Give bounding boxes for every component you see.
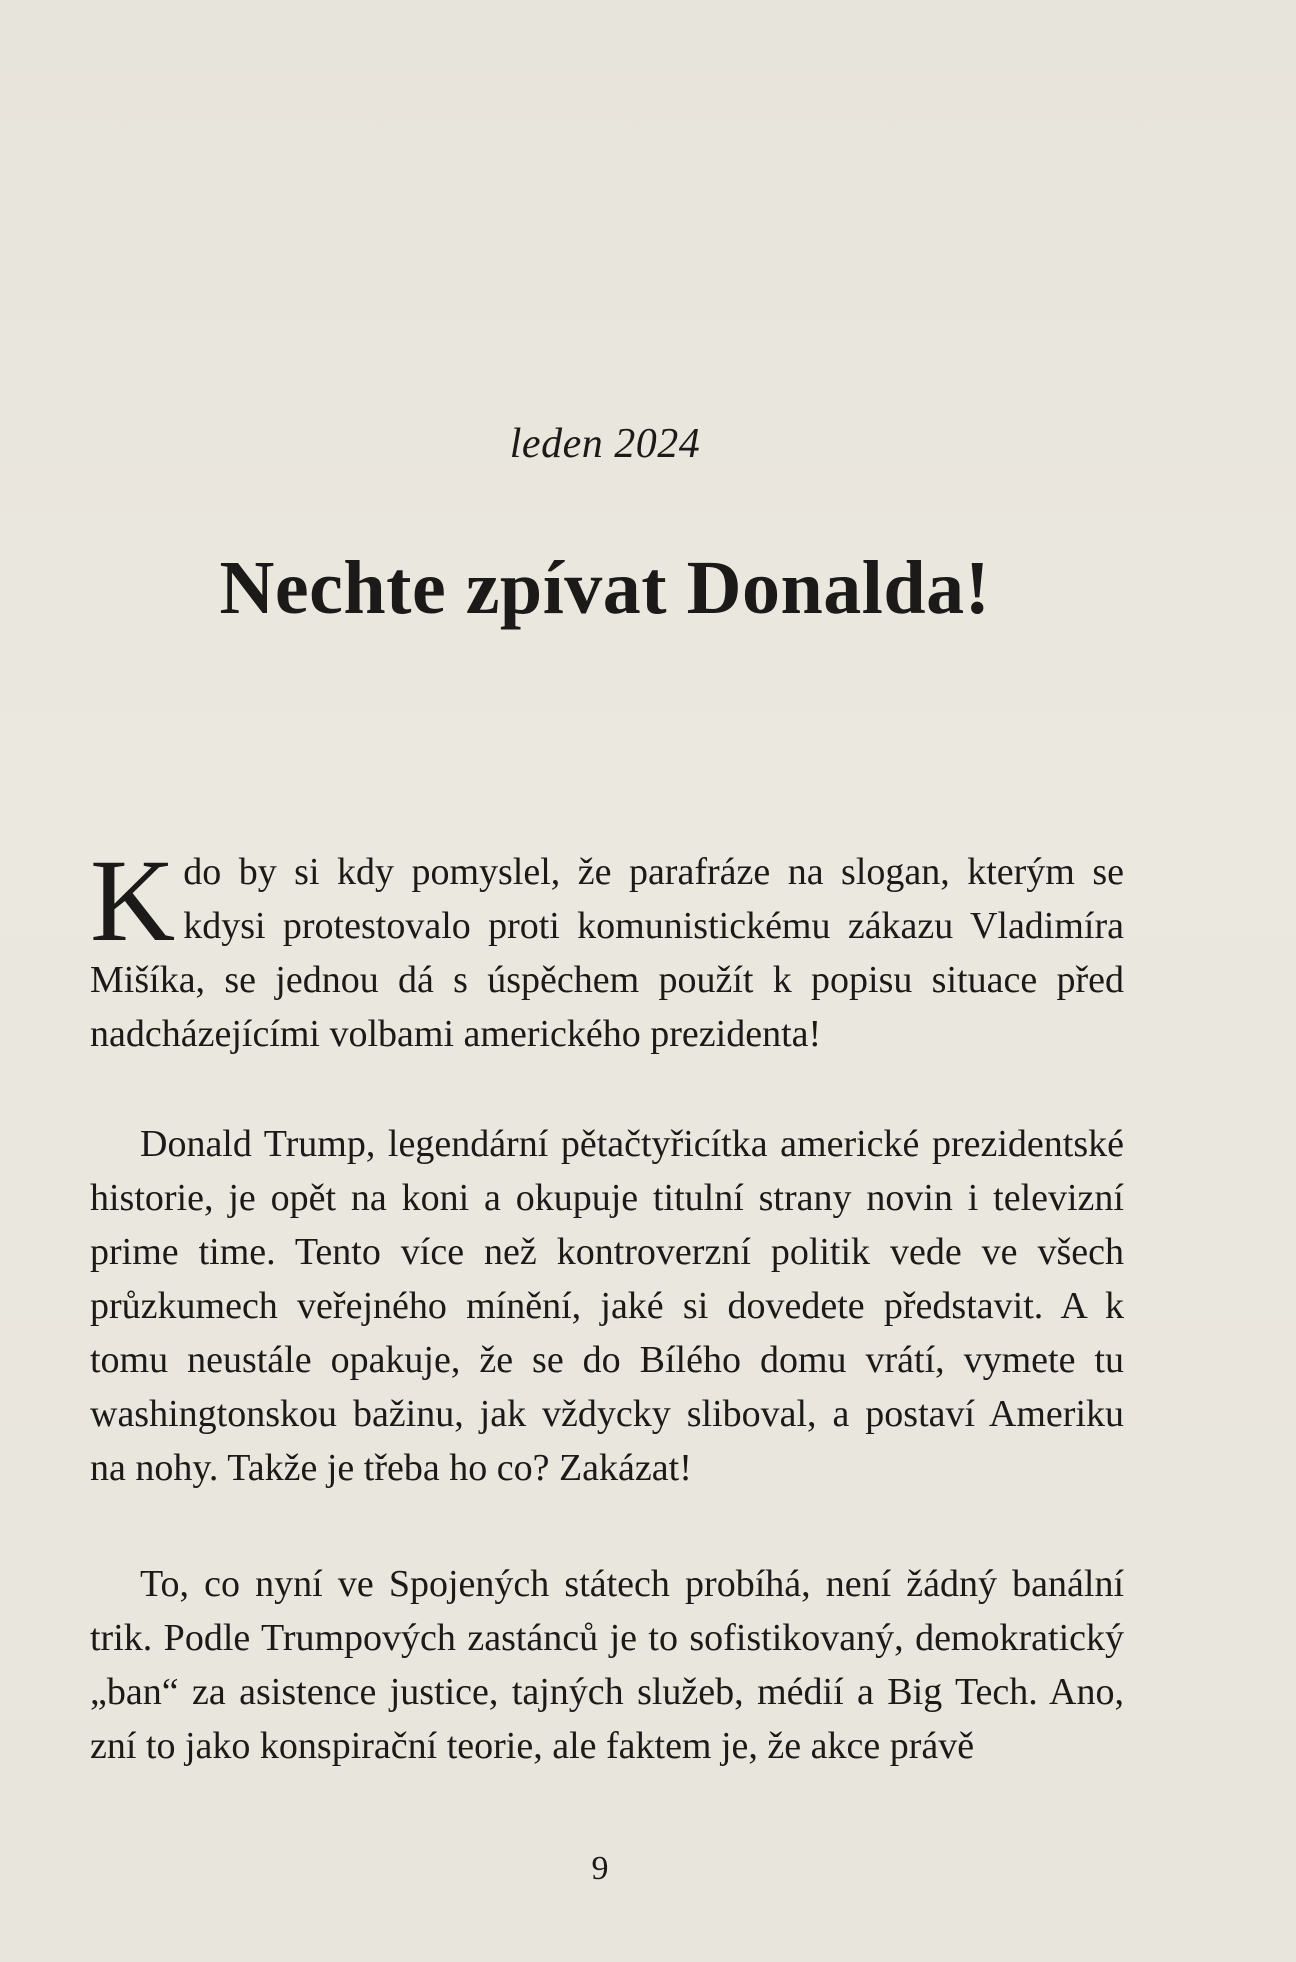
paragraph-1-text: do by si kdy pomyslel, že parafráze na slogan, kterým se kdysi protestovalo proti komunistickému zákazu Vladimíra Mišíka, se jednou dá s úspěchem použít k popisu situace před nadcházejícími volbami amerického prezidenta!: [90, 851, 1124, 1055]
chapter-date: leden 2024: [509, 421, 701, 467]
paragraph-3: To, co nyní ve Spojených státech probíhá, není žádný banální trik. Podle Trumpových zastánců je to sofistikovaný, demokratický „ban“ za asistence justice, tajných služeb, médií a Big Tech. Ano, zní to jako konspirační teorie, ale faktem je, že akce právě: [90, 1563, 1124, 1767]
drop-cap: K: [90, 835, 176, 966]
paragraph-1: [90, 835, 1124, 1061]
chapter-title: Nechte zpívat Donalda!: [219, 546, 991, 630]
paragraph-2: Donald Trump, legendární pětačtyřicítka americké prezidentské historie, je opět na koni a okupuje titulní strany novin i televizní prime time. Tento více než kontroverzní politik vede ve všech průzkumech veřejného mínění, jaké si dovedete představit. A k tomu neustále opakuje, že se do Bílého domu vrátí, vymete tu washingtonskou bažinu, jak vždycky sliboval, a postaví Ameriku na nohy. Takže je třeba ho co? Zakázat!: [90, 1123, 1124, 1489]
page-number: 9: [591, 1850, 609, 1887]
